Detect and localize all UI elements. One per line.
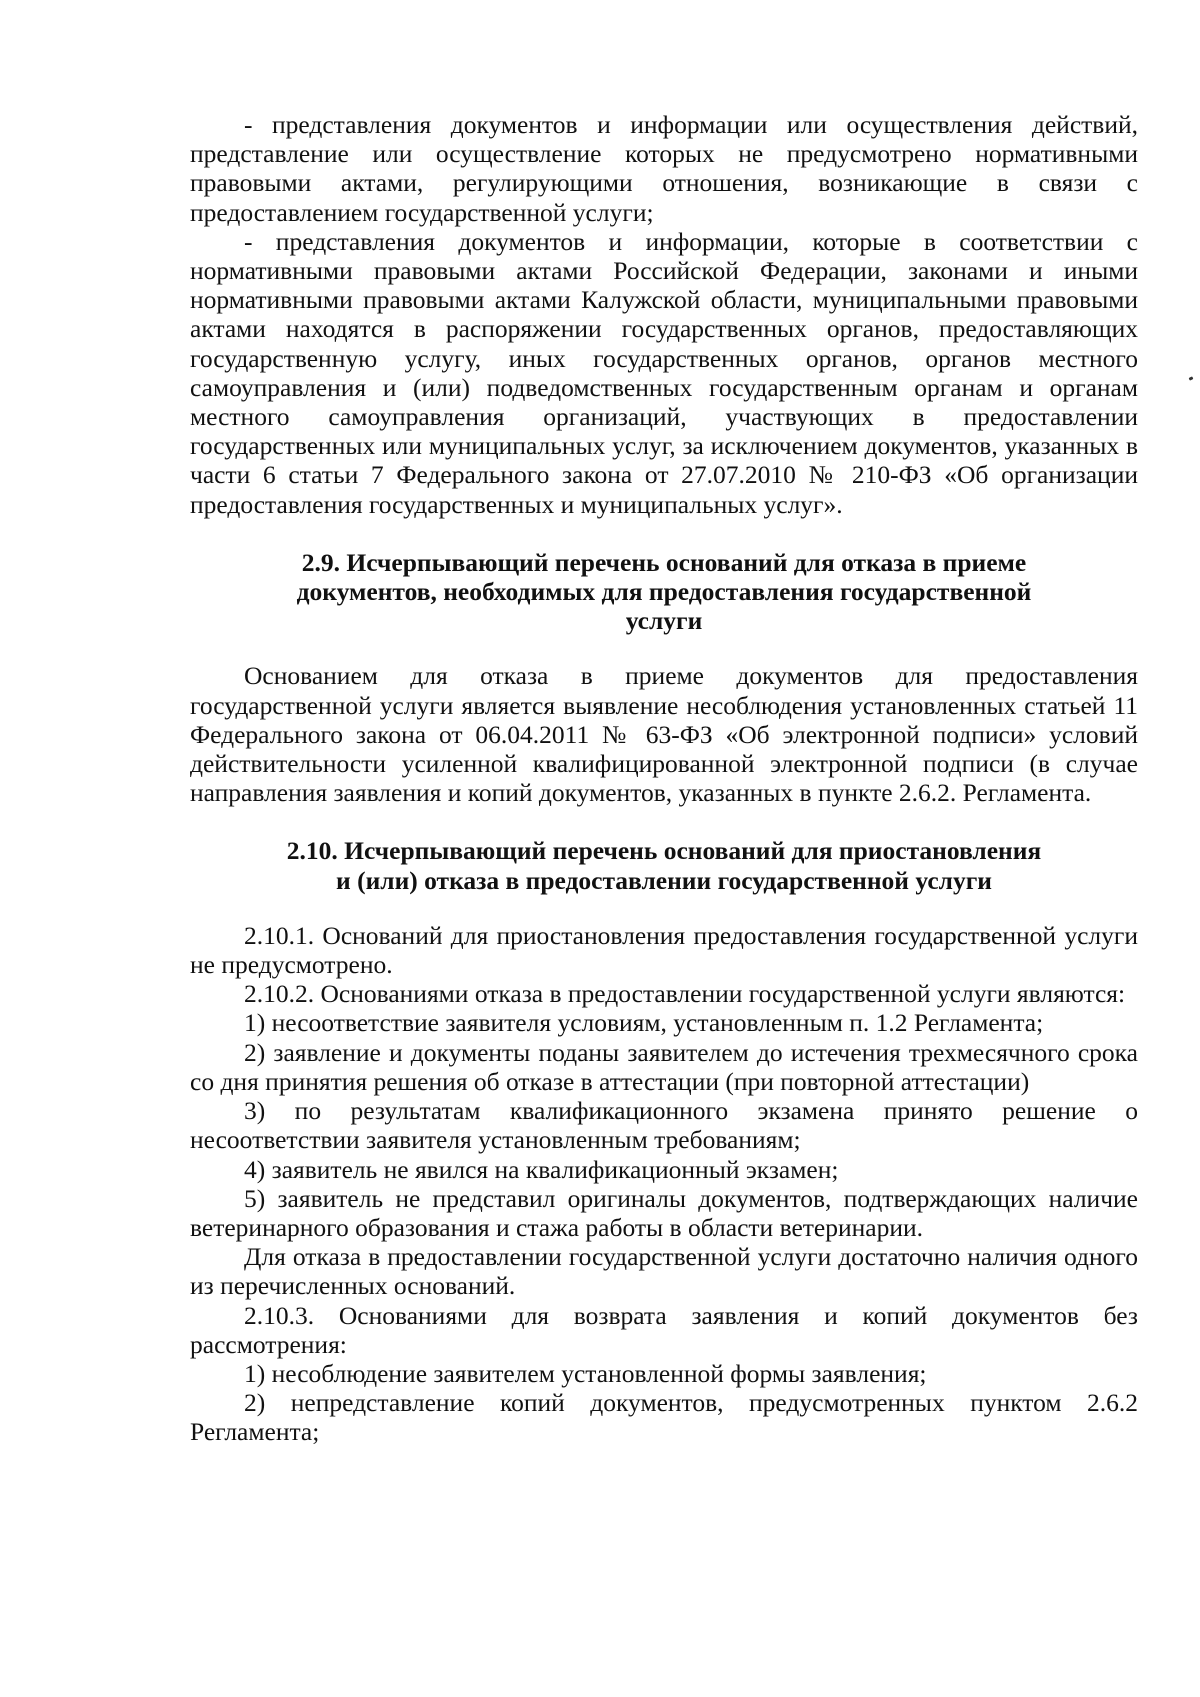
paragraph: - представления документов и информации или осуществления действий, представление или осуществление которых не предусмотрено нормативными правовыми актами, регулирующими отношения, возникающие в связи с предоставлением государственной услуги; [190,110,1138,227]
heading-line: 2.10. Исчерпывающий перечень оснований для приостановления [286,836,1042,866]
heading-line: и (или) отказа в предоставлении государственной услуги [336,865,992,895]
list-item: 1) несоблюдение заявителем установленной формы заявления; [244,1358,927,1388]
scan-mark [1189,376,1194,380]
heading-line: 2.9. Исчерпывающий перечень оснований для отказа в приеме [301,547,1027,577]
section-heading-2-10 [190,836,1138,894]
paragraph: 2.10.2. Основаниями отказа в предоставлении государственной услуги являются: [244,979,1126,1009]
heading-line: услуги [625,606,703,636]
paragraph: Для отказа в предоставлении государственной услуги достаточно наличия одного из перечисленных оснований. [190,1242,1138,1301]
paragraph: 2.10.3. Основаниями для возврата заявления и копий документов без рассмотрения: [190,1300,1138,1359]
heading-line: документов, необходимых для предоставления государственной [296,577,1032,607]
paragraph: - представления документов и информации, которые в соответствии с нормативными правовыми актами Российской Федерации, законами и иными нормативными правовыми актами Калужской области, муниципальными правовыми актами находятся в распоряжении государственных органов, предоставляющих государственную услугу, иных государственных органов, органов местного самоуправления и (или) подведомственных государственным органам и органам местного самоуправления организаций, участвующих в предоставлении государственных или муниципальных услуг, за исключением документов, указанных в части 6 статьи 7 Федерального закона от 27.07.2010 № 210-ФЗ «Об организации предоставления государственных и муниципальных услуг». [190,226,1138,519]
list-item: 5) заявитель не представил оригиналы документов, подтверждающих наличие ветеринарного образования и стажа работы в области ветеринарии. [190,1183,1138,1242]
list-item: 1) несоответствие заявителя условиям, установленным п. 1.2 Регламента; [244,1008,1044,1038]
list-item: 2) заявление и документы поданы заявителем до истечения трехмесячного срока со дня принятия решения об отказе в аттестации (при повторной аттестации) [190,1037,1138,1096]
list-item: 3) по результатам квалификационного экзамена принято решение о несоответствии заявителя установленным требованиям; [190,1096,1138,1155]
list-item: 2) непредставление копий документов, предусмотренных пунктом 2.6.2 Регламента; [190,1388,1138,1447]
paragraph: Основанием для отказа в приеме документов для предоставления государственной услуги является выявление несоблюдения установленных статьей 11 Федерального закона от 06.04.2011 № 63-ФЗ «Об электронной подписи» условий действительности усиленной квалифицированной электронной подписи (в случае направления заявления и копий документов, указанных в пункте 2.6.2. Регламента. [190,661,1138,808]
list-item: 4) заявитель не явился на квалификационный экзамен; [244,1154,839,1184]
section-heading-2-9 [190,548,1138,636]
paragraph: 2.10.1. Оснований для приостановления предоставления государственной услуги не предусмотрено. [190,920,1138,980]
document-page [190,110,1138,1447]
